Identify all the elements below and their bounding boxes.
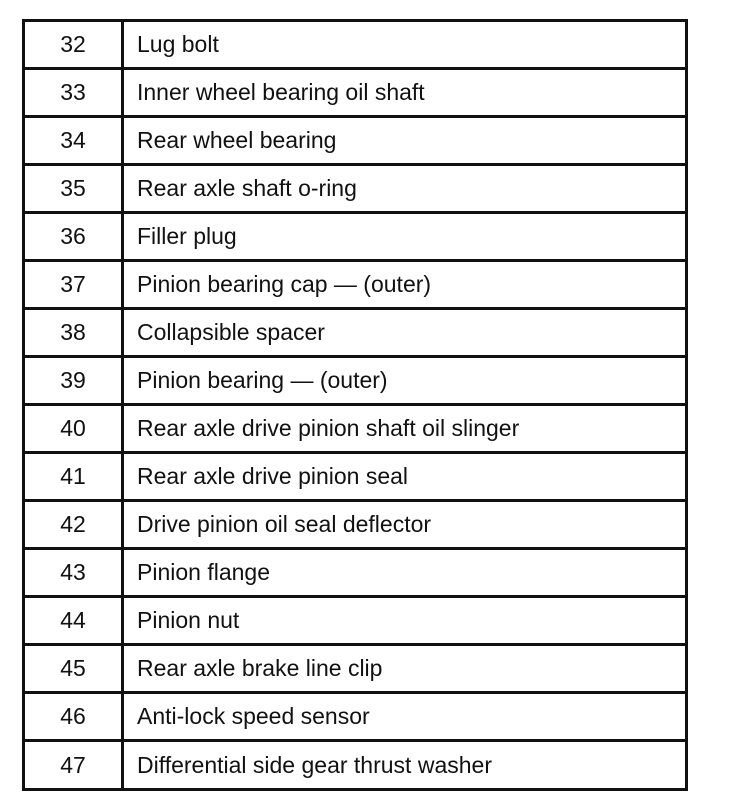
- part-number: 39: [25, 358, 124, 403]
- part-description: Filler plug: [137, 223, 237, 249]
- part-description: Rear axle drive pinion shaft oil slinger: [137, 415, 520, 441]
- table-row: [25, 70, 685, 118]
- part-description: Pinion bearing — (outer): [137, 367, 388, 393]
- table-row: [25, 214, 685, 262]
- table-row: [25, 454, 685, 502]
- table-row: [25, 22, 685, 70]
- table-row: [25, 646, 685, 694]
- table-row: [25, 502, 685, 550]
- part-number: 32: [25, 22, 124, 67]
- part-number: 33: [25, 70, 124, 115]
- table-row: [25, 166, 685, 214]
- part-description: Drive pinion oil seal deflector: [137, 511, 432, 537]
- part-number: 44: [25, 598, 124, 643]
- parts-table: [22, 19, 688, 791]
- table-row: [25, 262, 685, 310]
- part-description: Lug bolt: [137, 31, 219, 57]
- part-number: 35: [25, 166, 124, 211]
- part-number: 47: [25, 742, 124, 788]
- part-number: 36: [25, 214, 124, 259]
- part-description: Inner wheel bearing oil shaft: [137, 79, 425, 105]
- part-description: Pinion nut: [137, 607, 240, 633]
- part-number: 34: [25, 118, 124, 163]
- part-number: 41: [25, 454, 124, 499]
- part-number: 43: [25, 550, 124, 595]
- table-row: [25, 598, 685, 646]
- part-number: 46: [25, 694, 124, 739]
- part-number: 45: [25, 646, 124, 691]
- part-description: Rear axle shaft o-ring: [137, 175, 357, 201]
- part-description: Pinion bearing cap — (outer): [137, 271, 432, 297]
- part-description: Rear wheel bearing: [137, 127, 337, 153]
- part-number: 42: [25, 502, 124, 547]
- part-number: 37: [25, 262, 124, 307]
- part-description: Anti-lock speed sensor: [137, 703, 370, 729]
- table-row: [25, 310, 685, 358]
- part-number: 38: [25, 310, 124, 355]
- part-description: Collapsible spacer: [137, 319, 325, 345]
- part-description: Rear axle brake line clip: [137, 655, 383, 681]
- table-row: [25, 550, 685, 598]
- table-row: [25, 358, 685, 406]
- part-number: 40: [25, 406, 124, 451]
- table-row: [25, 406, 685, 454]
- part-description: Rear axle drive pinion seal: [137, 463, 409, 489]
- part-description: Pinion flange: [137, 559, 270, 585]
- part-description: Differential side gear thrust washer: [137, 751, 492, 778]
- table-row: [25, 694, 685, 742]
- table-row: [25, 742, 685, 788]
- table-row: [25, 118, 685, 166]
